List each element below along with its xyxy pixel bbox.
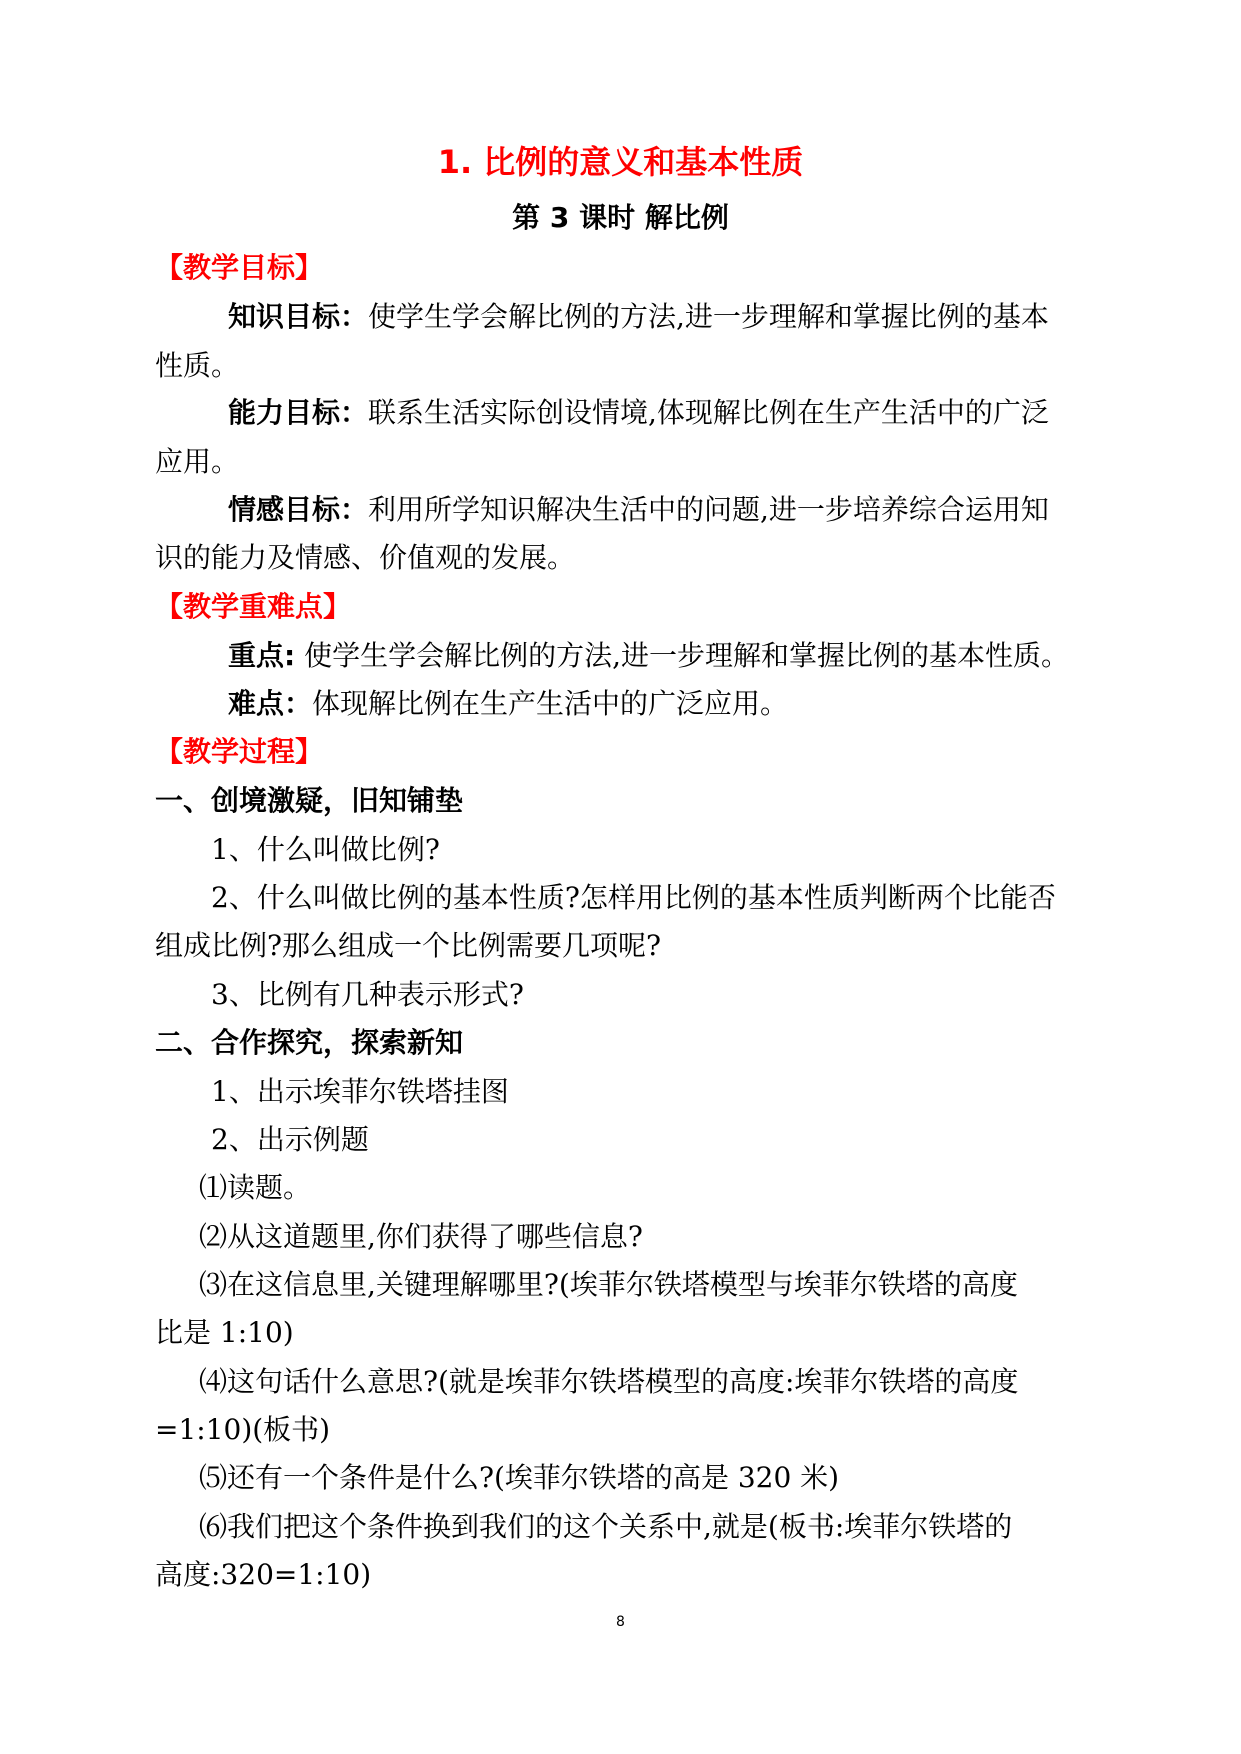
section-heading-goals: 【教学目标】 bbox=[155, 251, 324, 284]
part2-item-2: 2、出示例题 bbox=[211, 1123, 369, 1156]
part2-heading: 二、合作探究，探索新知 bbox=[155, 1026, 464, 1059]
knowledge-goal-continued: 性质。 bbox=[155, 349, 240, 382]
step-1: ⑴读题。 bbox=[199, 1171, 312, 1204]
part1-question-3: 3、比例有几种表示形式? bbox=[211, 978, 524, 1011]
step-5: ⑸还有一个条件是什么?(埃菲尔铁塔的高是 320 米) bbox=[199, 1461, 840, 1494]
part1-question-1: 1、什么叫做比例? bbox=[211, 833, 440, 866]
step-4: ⑷这句话什么意思?(就是埃菲尔铁塔模型的高度:埃菲尔铁塔的高度 bbox=[199, 1365, 1019, 1398]
ability-goal bbox=[228, 393, 1049, 433]
difficult-point-label: 难点： bbox=[228, 687, 313, 720]
page-number: 8 bbox=[616, 1614, 625, 1630]
step-6-continued: 高度:320=1:10) bbox=[155, 1558, 372, 1591]
knowledge-goal bbox=[228, 297, 1049, 337]
emotion-goal-text: 利用所学知识解决生活中的问题,进一步培养综合运用知 bbox=[368, 493, 1049, 526]
part1-heading: 一、创境激疑，旧知铺垫 bbox=[155, 784, 464, 817]
emotion-goal-continued: 识的能力及情感、价值观的发展。 bbox=[155, 541, 576, 574]
ability-goal-continued: 应用。 bbox=[155, 445, 240, 478]
knowledge-goal-text: 使学生学会解比例的方法,进一步理解和掌握比例的基本 bbox=[368, 300, 1049, 333]
step-3: ⑶在这信息里,关键理解哪里?(埃菲尔铁塔模型与埃菲尔铁塔的高度 bbox=[199, 1268, 1018, 1301]
emotion-goal bbox=[228, 490, 1049, 530]
ability-goal-label: 能力目标： bbox=[228, 396, 369, 429]
step-6: ⑹我们把这个条件换到我们的这个关系中,就是(板书:埃菲尔铁塔的 bbox=[199, 1510, 1013, 1543]
difficult-point bbox=[228, 684, 788, 724]
key-point bbox=[228, 636, 1069, 676]
emotion-goal-label: 情感目标： bbox=[228, 493, 369, 526]
ability-goal-text: 联系生活实际创设情境,体现解比例在生产生活中的广泛 bbox=[368, 396, 1049, 429]
lesson-subtitle: 第 3 课时 解比例 bbox=[512, 201, 729, 234]
page-title: 1. 比例的意义和基本性质 bbox=[437, 143, 804, 181]
part1-question-2-continued: 组成比例?那么组成一个比例需要几项呢? bbox=[155, 929, 662, 962]
step-2: ⑵从这道题里,你们获得了哪些信息? bbox=[199, 1220, 643, 1253]
part2-item-1: 1、出示埃菲尔铁塔挂图 bbox=[211, 1075, 509, 1108]
step-4-continued: =1:10)(板书) bbox=[155, 1413, 331, 1446]
knowledge-goal-label: 知识目标： bbox=[228, 300, 369, 333]
section-heading-process: 【教学过程】 bbox=[155, 735, 324, 768]
difficult-point-text: 体现解比例在生产生活中的广泛应用。 bbox=[312, 687, 789, 720]
key-point-label: 重点: bbox=[228, 639, 296, 672]
step-3-continued: 比是 1:10) bbox=[155, 1316, 294, 1349]
key-point-text: 使学生学会解比例的方法,进一步理解和掌握比例的基本性质。 bbox=[295, 639, 1070, 672]
part1-question-2: 2、什么叫做比例的基本性质?怎样用比例的基本性质判断两个比能否 bbox=[211, 881, 1056, 914]
section-heading-key-points: 【教学重难点】 bbox=[155, 590, 352, 623]
